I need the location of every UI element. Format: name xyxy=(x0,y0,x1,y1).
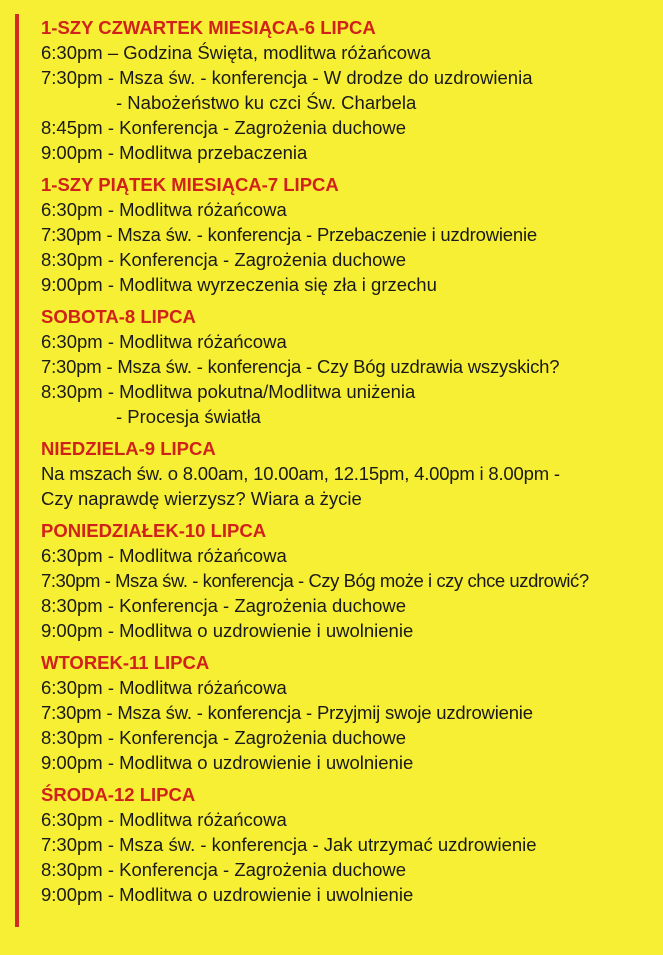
schedule-line: 7:30pm - Msza św. - konferencja - Czy Bóg może i czy chce uzdrowić? xyxy=(41,570,589,591)
schedule-line: Na mszach św. o 8.00am, 10.00am, 12.15pm, 4.00pm i 8.00pm - xyxy=(41,463,560,484)
day-thursday xyxy=(41,15,651,165)
schedule xyxy=(41,15,651,914)
day-tuesday xyxy=(41,650,651,775)
schedule-line: 6:30pm - Modlitwa różańcowa xyxy=(41,331,287,352)
schedule-line: 9:00pm - Modlitwa przebaczenia xyxy=(41,142,308,163)
schedule-line: Czy naprawdę wierzysz? Wiara a życie xyxy=(41,488,362,509)
day-header: WTOREK-11 LIPCA xyxy=(41,652,210,673)
day-saturday xyxy=(41,304,651,429)
schedule-line: 7:30pm - Msza św. - konferencja - Jak utrzymać uzdrowienie xyxy=(41,834,537,855)
schedule-line: 8:30pm - Konferencja - Zagrożenia duchowe xyxy=(41,859,407,880)
day-header: SOBOTA-8 LIPCA xyxy=(41,306,196,327)
schedule-line: 6:30pm – Godzina Święta, modlitwa różańcowa xyxy=(41,42,431,63)
schedule-line: 8:30pm - Konferencja - Zagrożenia duchowe xyxy=(41,595,407,616)
left-accent-bar xyxy=(15,14,19,927)
day-header: ŚRODA-12 LIPCA xyxy=(41,784,196,805)
day-wednesday xyxy=(41,782,651,907)
schedule-line: 9:00pm - Modlitwa o uzdrowienie i uwolnienie xyxy=(41,620,414,641)
schedule-line: 7:30pm - Msza św. - konferencja - Przebaczenie i uzdrowienie xyxy=(41,224,537,245)
schedule-line: 6:30pm - Modlitwa różańcowa xyxy=(41,199,287,220)
schedule-line: 7:30pm - Msza św. - konferencja - W drodze do uzdrowienia xyxy=(41,67,533,88)
day-header: 1-SZY CZWARTEK MIESIĄCA-6 LIPCA xyxy=(41,17,376,38)
day-header: PONIEDZIAŁEK-10 LIPCA xyxy=(41,520,267,541)
day-friday xyxy=(41,172,651,297)
schedule-line: - Nabożeństwo ku czci Św. Charbela xyxy=(116,92,417,113)
day-sunday xyxy=(41,436,651,511)
schedule-line: 6:30pm - Modlitwa różańcowa xyxy=(41,545,287,566)
schedule-line: 8:30pm - Konferencja - Zagrożenia duchowe xyxy=(41,727,407,748)
schedule-line: 9:00pm - Modlitwa wyrzeczenia się zła i grzechu xyxy=(41,274,437,295)
schedule-line: 8:30pm - Konferencja - Zagrożenia duchowe xyxy=(41,249,407,270)
schedule-line: 9:00pm - Modlitwa o uzdrowienie i uwolnienie xyxy=(41,884,414,905)
schedule-line: 7:30pm - Msza św. - konferencja - Czy Bóg uzdrawia wszyskich? xyxy=(41,356,560,377)
schedule-line: 8:30pm - Modlitwa pokutna/Modlitwa uniżenia xyxy=(41,381,416,402)
day-header: 1-SZY PIĄTEK MIESIĄCA-7 LIPCA xyxy=(41,174,339,195)
schedule-line: 7:30pm - Msza św. - konferencja - Przyjmij swoje uzdrowienie xyxy=(41,702,533,723)
schedule-line: 9:00pm - Modlitwa o uzdrowienie i uwolnienie xyxy=(41,752,414,773)
day-header: NIEDZIELA-9 LIPCA xyxy=(41,438,216,459)
schedule-line: 6:30pm - Modlitwa różańcowa xyxy=(41,677,287,698)
schedule-line: 6:30pm - Modlitwa różańcowa xyxy=(41,809,287,830)
day-monday xyxy=(41,518,651,643)
schedule-line: 8:45pm - Konferencja - Zagrożenia duchowe xyxy=(41,117,407,138)
schedule-line: - Procesja światła xyxy=(116,406,261,427)
